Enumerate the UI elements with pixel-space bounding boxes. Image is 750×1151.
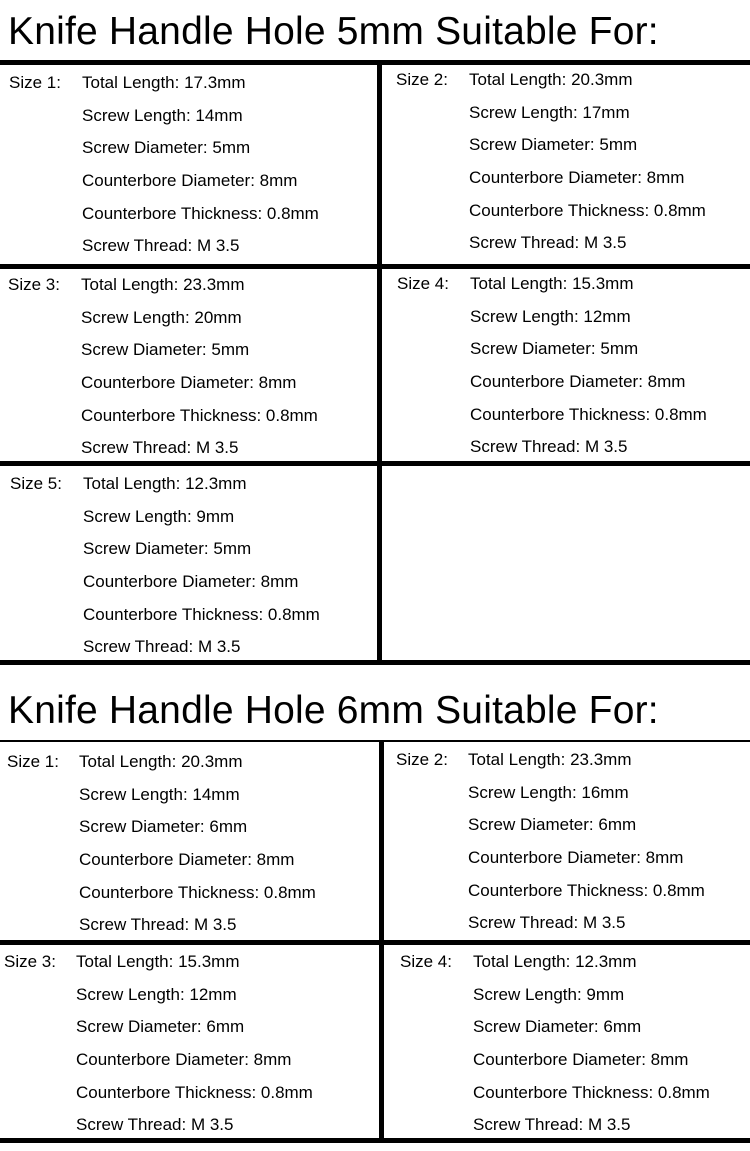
spec-screw-length: Screw Length: 16mm bbox=[468, 782, 629, 802]
spec-total-length: Total Length: 23.3mm bbox=[468, 750, 632, 769]
spec-counterbore-thickness: Counterbore Thickness: 0.8mm bbox=[470, 404, 707, 424]
spec-total-length: Total Length: 15.3mm bbox=[76, 952, 240, 971]
size-card bbox=[0, 751, 370, 951]
spec-counterbore-thickness: Counterbore Thickness: 0.8mm bbox=[76, 1082, 313, 1102]
divider-line bbox=[0, 60, 750, 65]
spec-counterbore-diameter: Counterbore Diameter: 8mm bbox=[83, 572, 299, 592]
spec-list bbox=[79, 751, 316, 947]
spec-counterbore-thickness: Counterbore Thickness: 0.8mm bbox=[469, 200, 706, 220]
spec-total-length: Total Length: 20.3mm bbox=[469, 70, 633, 89]
spec-total-length: Total Length: 23.3mm bbox=[81, 275, 245, 294]
spec-counterbore-diameter: Counterbore Diameter: 8mm bbox=[81, 373, 297, 393]
size-label: Size 2: bbox=[396, 70, 448, 89]
size-card bbox=[384, 749, 750, 949]
spec-counterbore-thickness: Counterbore Thickness: 0.8mm bbox=[82, 203, 319, 223]
size-label: Size 4: bbox=[397, 274, 449, 293]
size-label: Size 3: bbox=[8, 275, 60, 294]
spec-counterbore-thickness: Counterbore Thickness: 0.8mm bbox=[468, 880, 705, 900]
section-5mm-title: Knife Handle Hole 5mm Suitable For: bbox=[8, 10, 659, 53]
size-card bbox=[384, 951, 750, 1151]
divider-line bbox=[0, 740, 750, 742]
spec-screw-length: Screw Length: 9mm bbox=[473, 984, 625, 1004]
spec-screw-diameter: Screw Diameter: 5mm bbox=[81, 340, 250, 360]
spec-screw-length: Screw Length: 14mm bbox=[79, 784, 240, 804]
spec-screw-length: Screw Length: 17mm bbox=[469, 102, 630, 122]
spec-list bbox=[473, 951, 710, 1147]
spec-counterbore-thickness: Counterbore Thickness: 0.8mm bbox=[83, 604, 320, 624]
spec-screw-length: Screw Length: 12mm bbox=[470, 306, 631, 326]
spec-screw-diameter: Screw Diameter: 6mm bbox=[79, 817, 248, 837]
spec-list bbox=[469, 69, 706, 265]
spec-total-length: Total Length: 17.3mm bbox=[82, 73, 246, 92]
spec-counterbore-diameter: Counterbore Diameter: 8mm bbox=[79, 850, 295, 870]
spec-screw-length: Screw Length: 20mm bbox=[81, 307, 242, 327]
spec-screw-length: Screw Length: 9mm bbox=[83, 506, 235, 526]
spec-list bbox=[76, 951, 313, 1147]
size-label: Size 1: bbox=[7, 752, 59, 771]
spec-total-length: Total Length: 12.3mm bbox=[473, 952, 637, 971]
size-label: Size 4: bbox=[400, 952, 452, 971]
spec-counterbore-diameter: Counterbore Diameter: 8mm bbox=[468, 848, 684, 868]
size-card bbox=[382, 273, 750, 473]
spec-screw-diameter: Screw Diameter: 5mm bbox=[470, 339, 639, 359]
size-card bbox=[0, 72, 370, 272]
spec-screw-thread: Screw Thread: M 3.5 bbox=[81, 438, 239, 458]
size-label: Size 1: bbox=[9, 73, 61, 92]
spec-screw-diameter: Screw Diameter: 5mm bbox=[469, 135, 638, 155]
spec-counterbore-thickness: Counterbore Thickness: 0.8mm bbox=[79, 882, 316, 902]
spec-screw-thread: Screw Thread: M 3.5 bbox=[76, 1115, 234, 1135]
spec-list bbox=[468, 749, 705, 945]
spec-list bbox=[83, 473, 320, 669]
spec-screw-thread: Screw Thread: M 3.5 bbox=[473, 1115, 631, 1135]
spec-counterbore-diameter: Counterbore Diameter: 8mm bbox=[473, 1050, 689, 1070]
spec-total-length: Total Length: 15.3mm bbox=[470, 274, 634, 293]
size-card bbox=[0, 473, 370, 673]
section-6mm-title: Knife Handle Hole 6mm Suitable For: bbox=[8, 689, 659, 732]
spec-screw-thread: Screw Thread: M 3.5 bbox=[469, 233, 627, 253]
spec-screw-length: Screw Length: 14mm bbox=[82, 105, 243, 125]
spec-screw-diameter: Screw Diameter: 5mm bbox=[82, 138, 251, 158]
spec-counterbore-diameter: Counterbore Diameter: 8mm bbox=[469, 168, 685, 188]
spec-counterbore-diameter: Counterbore Diameter: 8mm bbox=[470, 372, 686, 392]
size-label: Size 5: bbox=[10, 474, 62, 493]
spec-counterbore-diameter: Counterbore Diameter: 8mm bbox=[82, 171, 298, 191]
spec-screw-thread: Screw Thread: M 3.5 bbox=[79, 915, 237, 935]
spec-counterbore-thickness: Counterbore Thickness: 0.8mm bbox=[473, 1082, 710, 1102]
spec-total-length: Total Length: 12.3mm bbox=[83, 474, 247, 493]
spec-screw-diameter: Screw Diameter: 6mm bbox=[468, 815, 637, 835]
spec-screw-thread: Screw Thread: M 3.5 bbox=[468, 913, 626, 933]
spec-screw-length: Screw Length: 12mm bbox=[76, 984, 237, 1004]
size-label: Size 3: bbox=[4, 952, 56, 971]
spec-screw-diameter: Screw Diameter: 6mm bbox=[473, 1017, 642, 1037]
spec-screw-thread: Screw Thread: M 3.5 bbox=[82, 236, 240, 256]
size-label: Size 2: bbox=[396, 750, 448, 769]
spec-screw-diameter: Screw Diameter: 6mm bbox=[76, 1017, 245, 1037]
spec-screw-thread: Screw Thread: M 3.5 bbox=[470, 437, 628, 457]
size-card bbox=[0, 274, 370, 474]
spec-list bbox=[81, 274, 318, 470]
spec-counterbore-diameter: Counterbore Diameter: 8mm bbox=[76, 1050, 292, 1070]
spec-list bbox=[470, 273, 707, 469]
spec-screw-diameter: Screw Diameter: 5mm bbox=[83, 539, 252, 559]
spec-total-length: Total Length: 20.3mm bbox=[79, 752, 243, 771]
spec-counterbore-thickness: Counterbore Thickness: 0.8mm bbox=[81, 405, 318, 425]
size-card bbox=[382, 69, 750, 269]
spec-screw-thread: Screw Thread: M 3.5 bbox=[83, 637, 241, 657]
size-card bbox=[0, 951, 370, 1151]
spec-list bbox=[82, 72, 319, 268]
